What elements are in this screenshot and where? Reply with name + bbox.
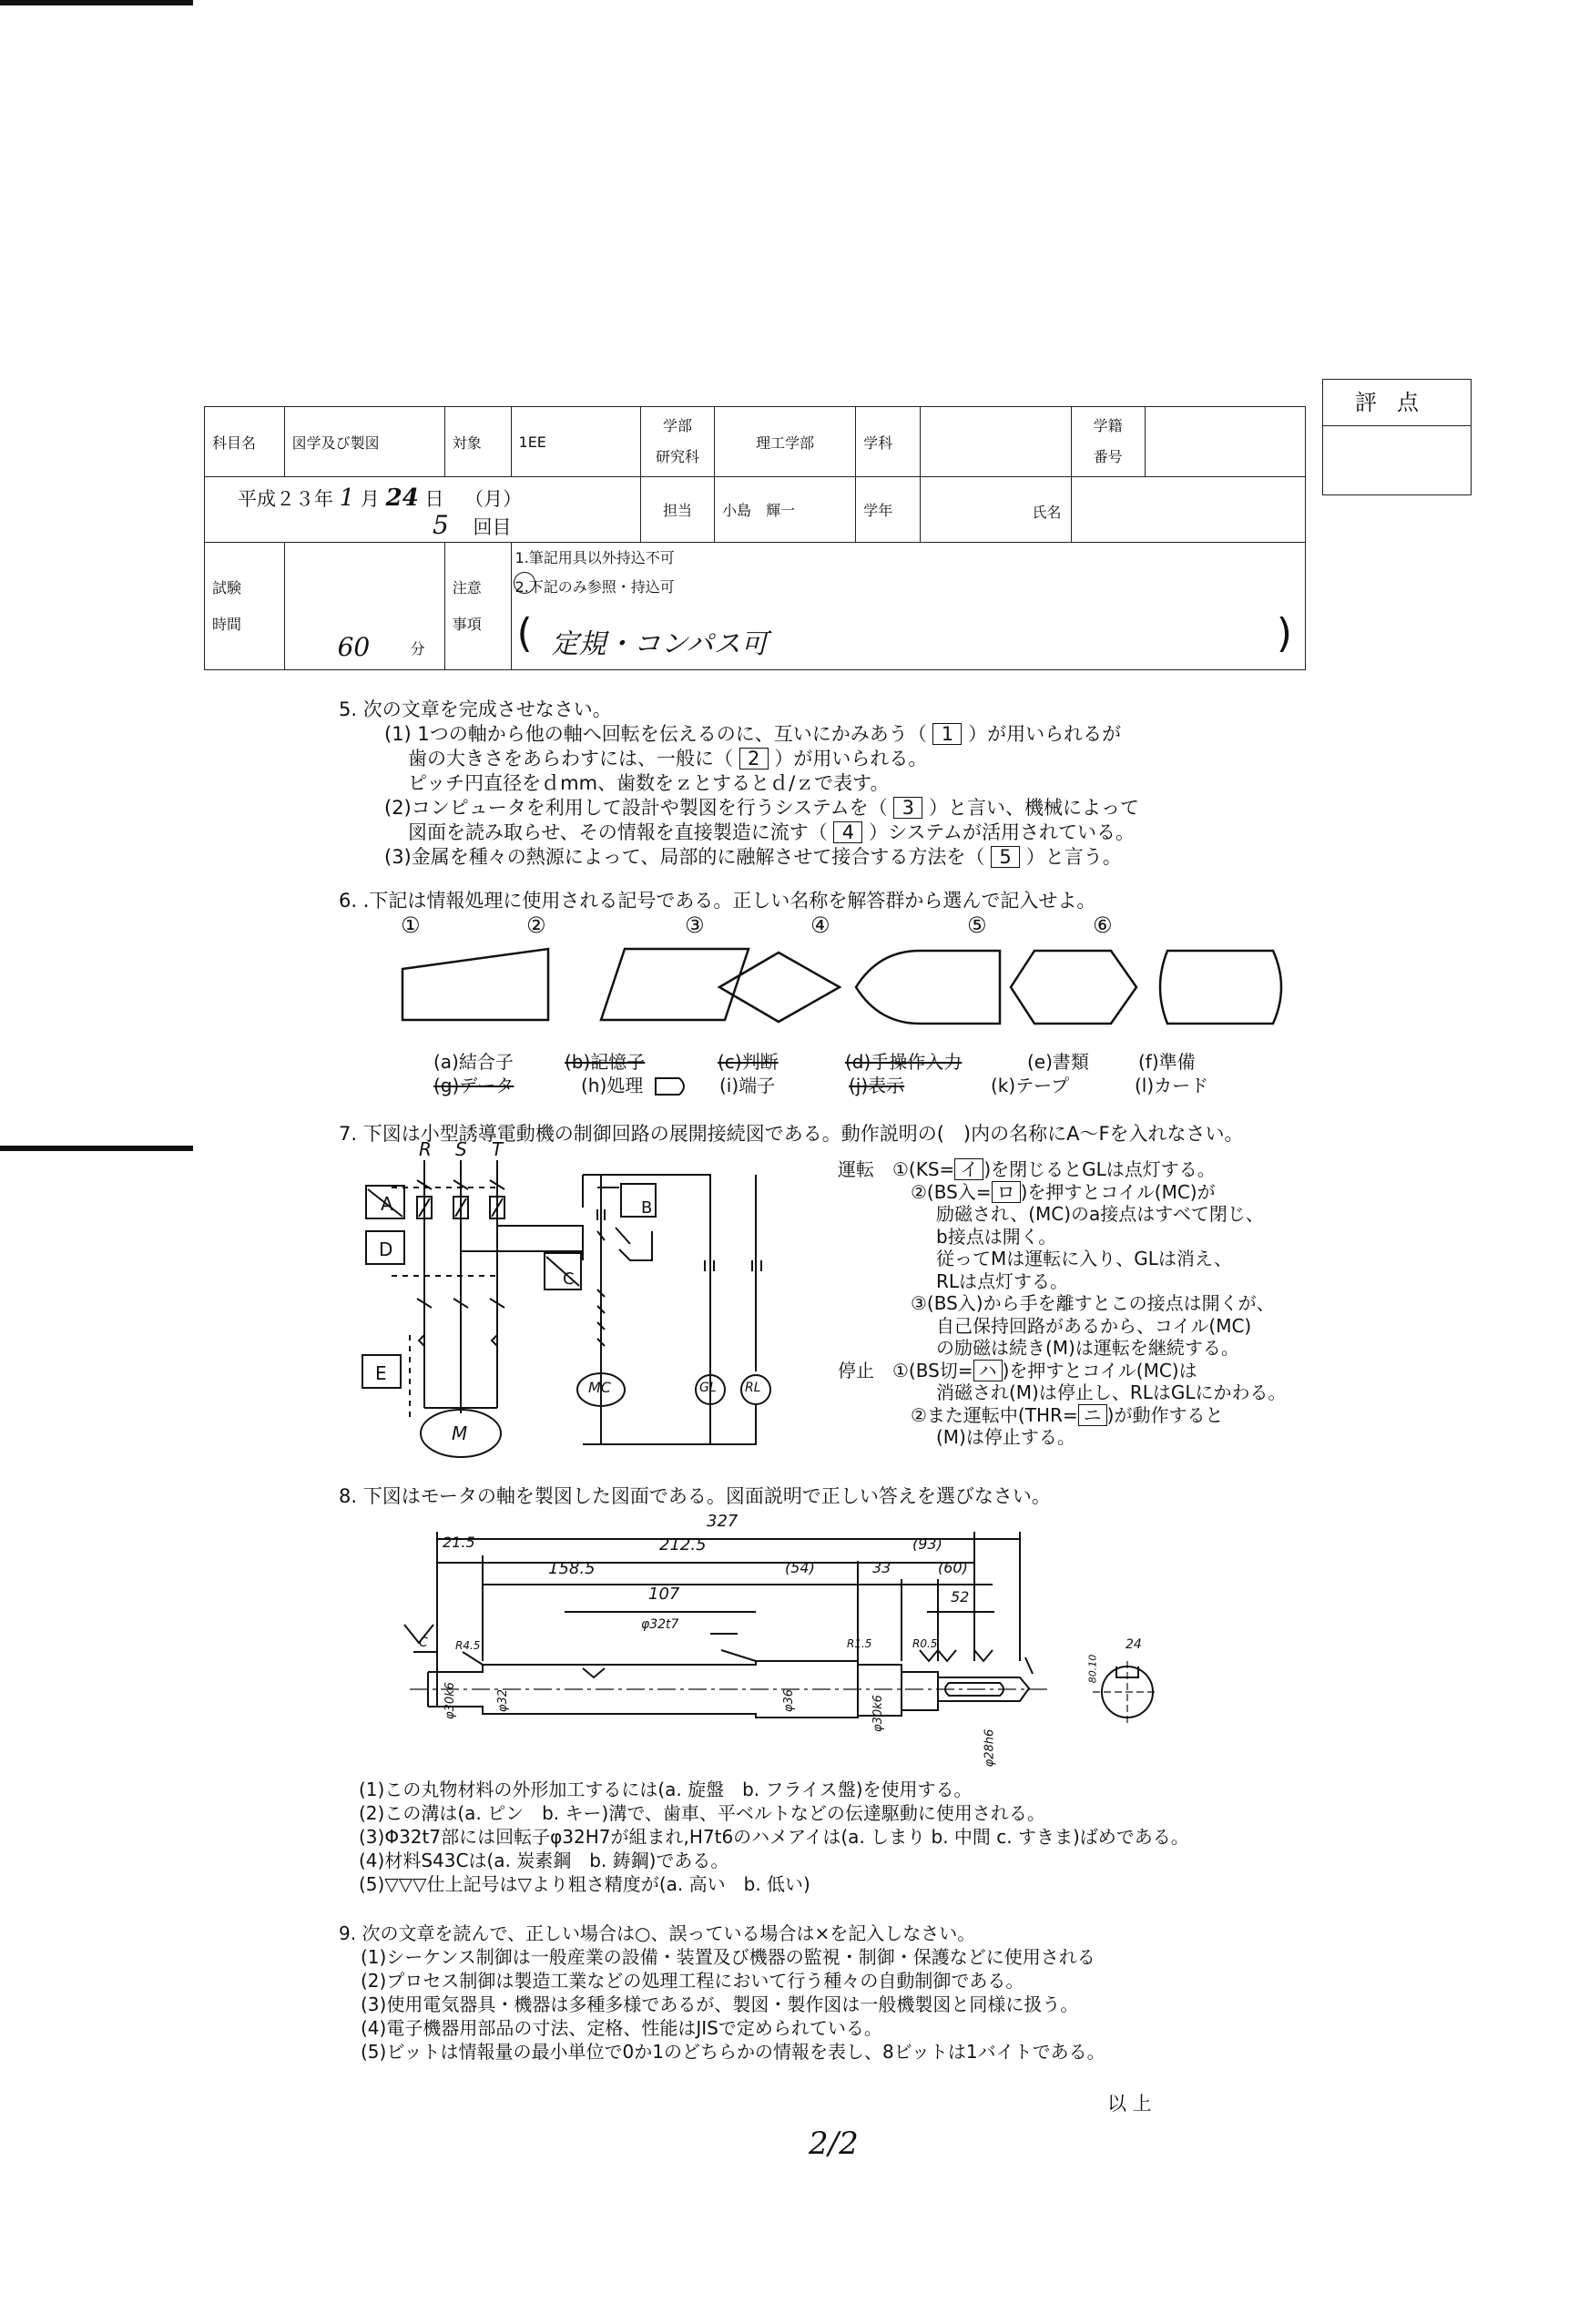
- q6-title: 6. .下記は情報処理に使用される記号である。正しい名称を解答群から選んで記入せよ。: [339, 890, 1096, 912]
- q6-num-2: ②: [526, 912, 546, 938]
- q9-item-2: (2)プロセス制御は製造工業などの処理工程において行う種々の自動制御である。: [361, 1970, 1024, 1992]
- q6-num-4: ④: [810, 912, 830, 938]
- phase-s: S: [455, 1138, 467, 1160]
- dim-33: 33: [872, 1559, 891, 1576]
- note-1: 1.筆記用具以外持込不可: [514, 549, 675, 566]
- year-label: 学年: [856, 477, 921, 543]
- rl-lamp-label: RL: [745, 1381, 761, 1395]
- circuit-label-b: B: [641, 1198, 653, 1218]
- bracket-right: ): [1276, 610, 1292, 657]
- q5-title: 5. 次の文章を完成させなさい。: [339, 698, 612, 720]
- run-step-2a: ②(BS入=: [911, 1180, 992, 1203]
- dim-327: 327: [707, 1512, 739, 1531]
- q8-item-4: (4)材料S43Cは(a. 炭素鋼 b. 鋳鋼)である。: [359, 1850, 729, 1871]
- student-no-label: [1071, 407, 1145, 477]
- stop-step-1b: )を押すとコイル(MC)は: [1002, 1359, 1197, 1381]
- q7-operation-run: [838, 1158, 1287, 1449]
- score-label: 評点: [1323, 380, 1471, 426]
- q5-blank-1: 1: [932, 723, 962, 745]
- circuit-label-a: A: [381, 1193, 393, 1215]
- note-2-circle-mark: [514, 572, 535, 594]
- q6-num-1: ①: [401, 912, 421, 938]
- q5-line5a: 図面を読み取らせ、その情報を直接製造に流す（: [408, 821, 828, 843]
- note-2-handwritten: 定規・コンパス可: [551, 628, 769, 660]
- dim-21-5: 21.5: [443, 1534, 475, 1551]
- run-step-1a: ①(KS=: [892, 1158, 955, 1180]
- scan-edge-bar-top: [0, 0, 193, 5]
- dim-93: (93): [912, 1535, 942, 1553]
- q5-line4b: ）と言い、機械によって: [929, 797, 1140, 819]
- q6-choice-e: (e)書類: [1027, 1051, 1089, 1073]
- date-day-unit: 日: [424, 488, 444, 510]
- dim-60: (60): [938, 1559, 968, 1576]
- date-month: 1: [339, 484, 355, 512]
- symbol-manual-input: [402, 949, 548, 1020]
- exam-header-table: [204, 406, 1306, 670]
- q5-line5b: ）システムが活用されている。: [869, 821, 1136, 843]
- target-label: 対象: [444, 407, 511, 477]
- q5-line3: ピッチ円直径をｄmm、歯数をｚとするとｄ/ｚで表す。: [408, 772, 890, 794]
- stop-box-ha: ハ: [973, 1360, 1003, 1381]
- grad-label-text: 研究科: [656, 448, 700, 465]
- flowchart-symbols: [392, 943, 1284, 1040]
- question-9: [339, 1921, 1105, 2064]
- q6-choice-a: (a)結合子: [433, 1051, 514, 1073]
- dim-phi30k6-left: φ30k6: [443, 1682, 457, 1719]
- page-number: 2/2: [809, 2125, 859, 2162]
- q5-line6b: ）と言う。: [1025, 846, 1122, 868]
- motor-label: M: [452, 1422, 468, 1444]
- question-5: [339, 698, 1139, 870]
- q8-title: 8. 下図はモータの軸を製図した図面である。図面説明で正しい答えを選びなさい。: [339, 1485, 1051, 1507]
- end-mark: 以 上: [1107, 2093, 1152, 2115]
- symbol-data-parallelogram: [601, 949, 749, 1020]
- exam-minutes: 60: [337, 632, 371, 662]
- q5-blank-4: 4: [833, 821, 862, 843]
- q5-blank-2: 2: [739, 748, 769, 770]
- faculty-label-text: 学部: [663, 417, 693, 434]
- run-box-ro: ロ: [992, 1181, 1021, 1203]
- stop-box-ni: ニ: [1078, 1404, 1107, 1426]
- q6-choice-h: (h)処理: [581, 1075, 644, 1096]
- q6-choice-c: (c)判断: [718, 1051, 779, 1073]
- run-step-9: の励磁は続き(M)は運転を継続する。: [936, 1337, 1239, 1359]
- motor-shaft-drawing: [392, 1515, 1156, 1789]
- q7-title: 7. 下図は小型誘導電動機の制御回路の展開接続図である。動作説明の( )内の名称にA～Fを入れなさい。: [339, 1123, 1244, 1145]
- score-box: [1322, 379, 1472, 495]
- date-day: 24: [385, 484, 419, 512]
- symbol-stored-data: [1160, 951, 1281, 1024]
- target-value: 1EE: [511, 407, 640, 477]
- notes-label: [444, 543, 511, 670]
- q5-line2a: 歯の大きさをあらわすには、一般に（: [408, 748, 733, 770]
- dim-212-5: 212.5: [659, 1535, 707, 1554]
- exam-label-text: 試験: [212, 578, 242, 596]
- q6-choice-d: (d)手操作入力: [845, 1051, 963, 1073]
- q5-line6a: (3)金属を種々の熱源によって、局部的に融解させて接合する方法を（: [384, 846, 985, 868]
- q6-choice-b: (b)記憶子: [565, 1051, 646, 1073]
- run-step-3: 励磁され、(MC)のa接点はすべて閉じ、: [936, 1203, 1264, 1225]
- circuit-label-c: C: [563, 1269, 575, 1289]
- student-no-value[interactable]: [1145, 407, 1305, 477]
- q6-choice-l: (l)カード: [1135, 1075, 1209, 1096]
- run-step-2b: )を押すとコイル(MC)が: [1020, 1180, 1216, 1203]
- run-step-1b: )を閉じるとGLは点灯する。: [983, 1158, 1216, 1180]
- run-step-4: b接点は開く。: [936, 1225, 1057, 1248]
- teacher-label: 担当: [640, 477, 714, 543]
- run-step-7: ③(BS入)から手を離すとこの接点は開くが、: [911, 1292, 1275, 1314]
- date-weekday: （月）: [464, 488, 523, 510]
- control-circuit-diagram: [355, 1144, 792, 1463]
- q6-num-6: ⑥: [1093, 912, 1113, 938]
- stop-step-2: 消磁され(M)は停止し、RLはGLにかわる。: [936, 1381, 1287, 1403]
- date-cell: [205, 477, 641, 543]
- mc-coil-label: MC: [588, 1379, 611, 1396]
- q6-choice-k: (k)テープ: [991, 1075, 1070, 1096]
- dim-phi36: φ36: [782, 1688, 797, 1713]
- run-step-6: RLは点灯する。: [936, 1269, 1069, 1292]
- exam-time-value: [284, 543, 444, 670]
- run-step-5: 従ってMは運転に入り、GLは消え、: [936, 1248, 1233, 1269]
- q6-num-3: ③: [685, 912, 705, 938]
- dim-24: 24: [1126, 1637, 1142, 1652]
- q9-item-3: (3)使用電気器具・機器は多種多様であるが、製図・製作図は一般機製図と同様に扱う。: [361, 1993, 1079, 2015]
- circuit-label-e: E: [375, 1362, 387, 1384]
- dim-107: 107: [648, 1585, 680, 1604]
- dim-phi30k6-right: φ30k6: [871, 1695, 885, 1732]
- q5-line1b: ）が用いられるが: [968, 723, 1122, 745]
- dim-r4-5: R4.5: [455, 1639, 481, 1652]
- q6-num-5: ⑤: [967, 912, 987, 938]
- notes-value: [511, 543, 1305, 670]
- circuit-label-d: D: [379, 1238, 393, 1260]
- stop-label: 停止: [838, 1359, 874, 1381]
- dept-value[interactable]: [920, 407, 1071, 477]
- notes-label-text2: 事項: [452, 615, 482, 633]
- dim-phi32: φ32: [496, 1688, 511, 1713]
- symbol-preparation-hexagon: [1011, 951, 1136, 1024]
- stop-step-1a: ①(BS切=: [892, 1359, 973, 1381]
- q8-item-3: (3)Φ32t7部には回転子φ32H7が組まれ,H7t6のハメアイは(a. しまり b. 中間 c. すきま)ばめである。: [359, 1826, 1189, 1848]
- minutes-unit: 分: [410, 640, 425, 657]
- date-month-unit: 月: [360, 488, 380, 510]
- dim-52: 52: [951, 1588, 970, 1605]
- name-value[interactable]: [1071, 477, 1305, 543]
- scan-edge-bar-mid: [0, 1146, 193, 1151]
- time-label-text: 時間: [212, 615, 242, 633]
- dept-label: 学科: [856, 407, 921, 477]
- dim-54: (54): [785, 1559, 815, 1576]
- dim-r1-5: R1.5: [847, 1637, 872, 1650]
- session-number: 5: [433, 510, 449, 540]
- q9-item-4: (4)電子機器用部品の寸法、定格、性能はJISで定められている。: [361, 2017, 882, 2039]
- student-no-label-text2: 番号: [1093, 448, 1123, 465]
- run-label: 運転: [838, 1158, 874, 1180]
- dim-158-5: 158.5: [548, 1559, 596, 1578]
- phase-t: T: [492, 1138, 504, 1160]
- faculty-value: 理工学部: [715, 407, 856, 477]
- gl-lamp-label: GL: [699, 1381, 717, 1395]
- dim-chamfer-c: C: [419, 1636, 428, 1650]
- name-label: 氏名: [1032, 504, 1062, 521]
- dim-phi28h6: φ28h6: [983, 1728, 997, 1768]
- q6-choice-j: (j)表示: [849, 1075, 905, 1096]
- symbol-decision-diamond: [719, 953, 840, 1022]
- q5-line4a: (2)コンピュータを利用して設計や製図を行うシステムを（: [384, 797, 888, 819]
- teacher-value: 小島 輝一: [715, 477, 856, 543]
- session-unit: 回目: [473, 516, 512, 538]
- q6-choice-i: (i)端子: [719, 1075, 776, 1096]
- run-box-i: イ: [954, 1158, 983, 1180]
- stop-step-3a: ②また運転中(THR=: [911, 1403, 1078, 1426]
- q6-choice-g: (g)データ: [433, 1075, 514, 1096]
- q5-line1a: (1) 1つの軸から他の軸へ回転を伝えるのに、互いにかみあう（: [384, 723, 927, 745]
- run-step-8: 自己保持回路があるから、コイル(MC): [936, 1314, 1252, 1337]
- q8-item-1: (1)この丸物材料の外形加工するには(a. 旋盤 b. フライス盤)を使用する。: [359, 1779, 973, 1800]
- q5-blank-3: 3: [893, 797, 922, 819]
- symbol-display: [856, 951, 1000, 1024]
- year-value[interactable]: [920, 477, 1071, 543]
- q8-item-5: (5)▽▽▽仕上記号は▽より粗さ精度が(a. 高い b. 低い): [359, 1873, 810, 1895]
- notes-label-text: 注意: [452, 578, 482, 596]
- stop-step-4: (M)は停止する。: [936, 1426, 1075, 1448]
- terminal-doodle: [652, 1075, 692, 1098]
- q6-choice-f: (f)準備: [1138, 1051, 1196, 1073]
- dim-80-10: 80.10: [1086, 1654, 1099, 1684]
- exam-time-label: [205, 543, 285, 670]
- note-2: 2.下記のみ参照・持込可: [514, 578, 675, 596]
- student-no-label-text: 学籍: [1093, 417, 1123, 434]
- q9-item-5: (5)ビットは情報量の最小単位で0か1のどちらかの情報を表し、8ビットは1バイトである。: [361, 2041, 1105, 2063]
- subject-value: 図学及び製図: [284, 407, 444, 477]
- q8-item-2: (2)この溝は(a. ピン b. キー)溝で、歯車、平ベルトなどの伝達駆動に使用される。: [359, 1802, 1045, 1824]
- q8-items: [359, 1778, 1189, 1896]
- phase-r: R: [419, 1138, 432, 1160]
- q5-blank-5: 5: [991, 846, 1020, 868]
- q5-line2b: ）が用いられる。: [774, 748, 928, 770]
- bracket-left: (: [516, 610, 533, 657]
- dim-phi32t7: φ32t7: [641, 1617, 679, 1632]
- q9-title: 9. 次の文章を読んで、正しい場合は○、誤っている場合は×を記入しなさい。: [339, 1922, 976, 1944]
- dim-r0-5: R0.5: [912, 1637, 938, 1650]
- subject-label: 科目名: [205, 407, 285, 477]
- faculty-label: [640, 407, 714, 477]
- q9-item-1: (1)シーケンス制御は一般産業の設備・装置及び機器の監視・制御・保護などに使用される: [361, 1946, 1095, 1968]
- stop-step-3b: )が動作すると: [1106, 1403, 1224, 1426]
- date-era: 平成２３年: [238, 488, 333, 510]
